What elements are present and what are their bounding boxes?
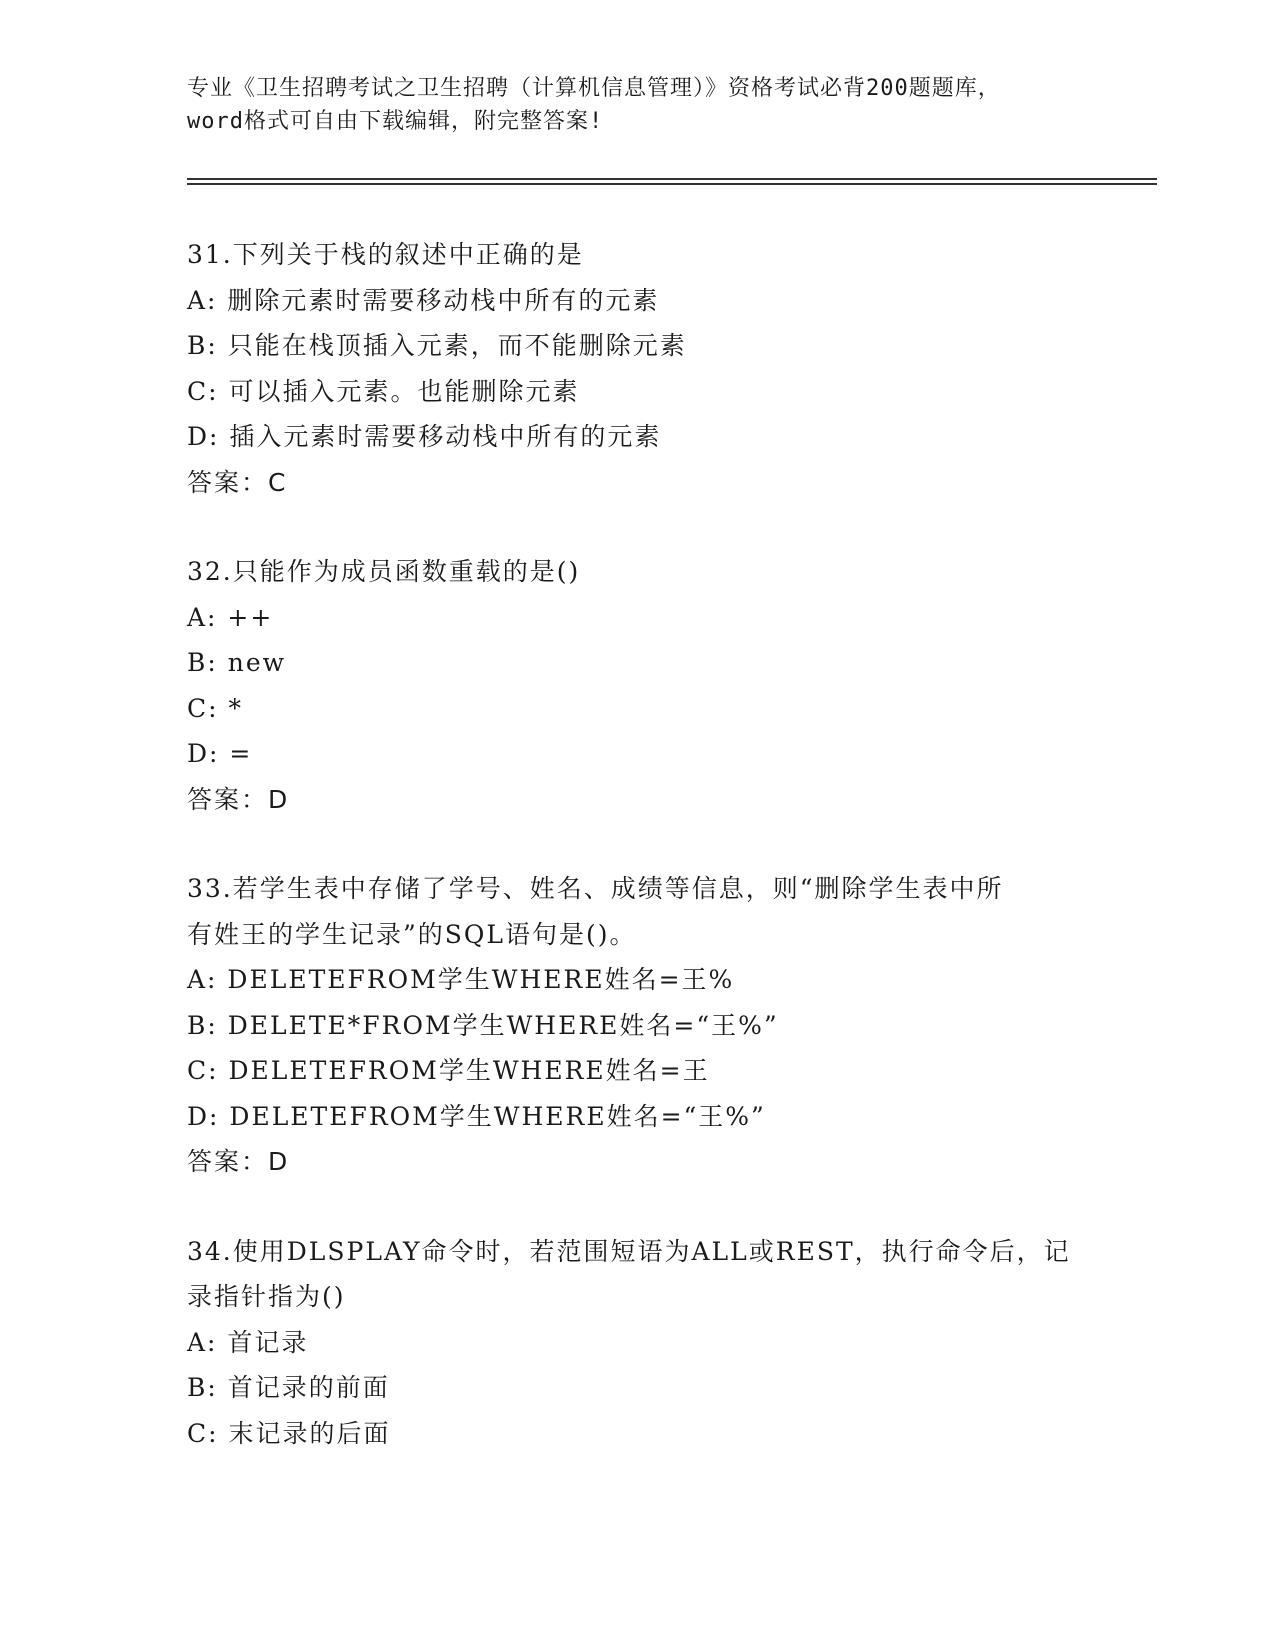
answer-option: B: new [187,648,287,677]
answer-key: 答案：D [187,1147,290,1176]
answer-option: C: 可以插入元素。也能删除元素 [187,376,580,406]
question-stem: 33.若学生表中存储了学号、姓名、成绩等信息，则“删除学生表中所 [187,874,1004,903]
answer-key: 答案：D [187,784,290,814]
answer-option: B: DELETE*FROM学生WHERE姓名=“王%” [187,1010,779,1040]
answer-option: B: 只能在栈顶插入元素，而不能删除元素 [187,331,687,360]
question-stem: 34.使用DLSPLAY命令时，若范围短语为ALL或REST，执行命令后，记 [187,1236,1071,1266]
document-header [187,72,1087,138]
answer-option: D: = [187,739,253,768]
answer-option: B: 首记录的前面 [187,1373,390,1402]
header-divider-top [187,178,1157,180]
question-block [187,232,1087,505]
question-block [187,866,1087,1185]
answer-option: C: * [187,693,243,723]
question-stem: 32.只能作为成员函数重载的是() [187,557,581,586]
header-line-1: 专业《卫生招聘考试之卫生招聘（计算机信息管理）》资格考试必背200题题库， [187,76,1001,101]
answer-option: C: DELETEFROM学生WHERE姓名=王 [187,1056,710,1085]
answer-option: A: 删除元素时需要移动栈中所有的元素 [187,285,660,315]
question-list [187,232,1087,1500]
header-line-2: word格式可自由下载编辑，附完整答案! [187,109,604,134]
question-stem: 31.下列关于栈的叙述中正确的是 [187,240,584,269]
answer-key: 答案：C [187,467,288,497]
answer-option: A: 首记录 [187,1327,309,1357]
answer-option: D: DELETEFROM学生WHERE姓名=“王%” [187,1101,766,1131]
question-block [187,549,1087,822]
question-stem: 录指针指为() [187,1282,346,1311]
answer-option: D: 插入元素时需要移动栈中所有的元素 [187,422,662,451]
question-block [187,1229,1087,1457]
header-divider-bottom [187,183,1157,185]
answer-option: A: DELETEFROM学生WHERE姓名=王% [187,965,735,994]
answer-option: A: ++ [187,602,274,632]
question-stem: 有姓王的学生记录”的SQL语句是()。 [187,919,637,949]
answer-option: C: 末记录的后面 [187,1418,391,1448]
